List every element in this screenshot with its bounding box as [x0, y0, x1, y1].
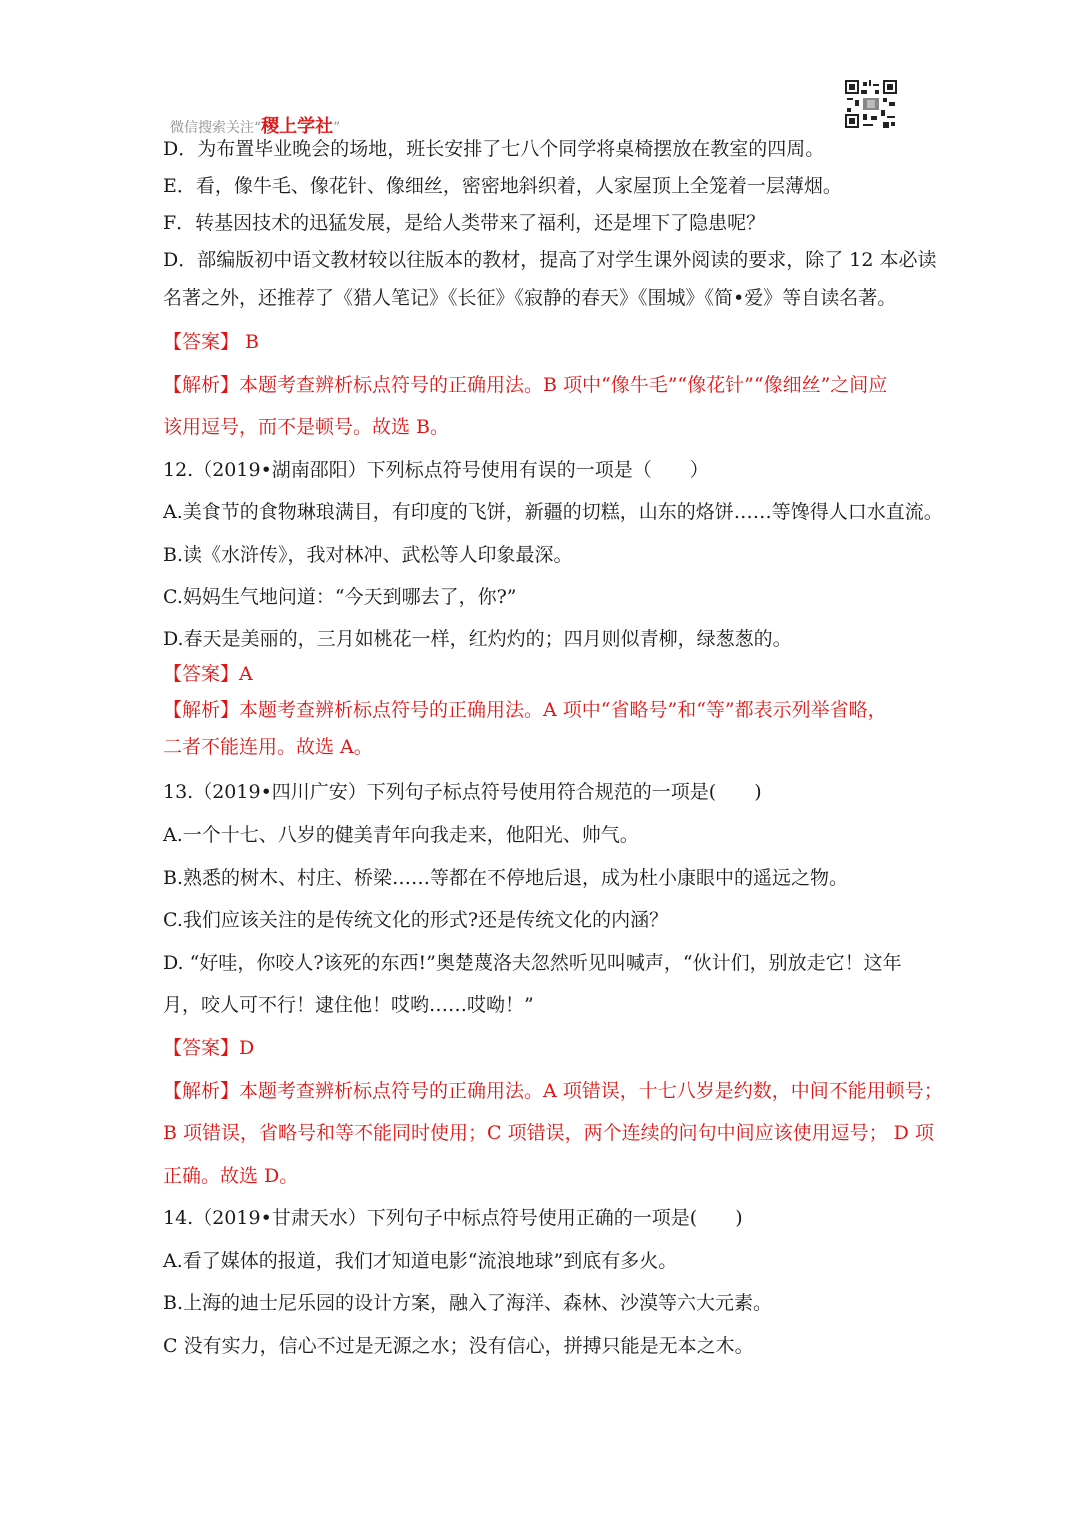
option-line: A.一个十七、八岁的健美青年向我走来，他阳光、帅气。 — [163, 824, 639, 846]
text-line: 名著之外，还推荐了《猎人笔记》《长征》《寂静的春天》《围城》《简•爱》等自读名著。 — [163, 287, 897, 309]
analysis-line: B 项错误，省略号和等不能同时使用；C 项错误，两个连续的问句中间应该使用逗号； D 项 — [163, 1122, 934, 1144]
question-line: 12.（2019•湖南邵阳）下列标点符号使用有误的一项是（ ） — [163, 459, 709, 481]
analysis-line: 正确。故选 D。 — [163, 1165, 299, 1187]
option-line: C 没有实力，信心不过是无源之水；没有信心，拼搏只能是无本之木。 — [163, 1335, 754, 1357]
watermark-brand: 稷上学社 — [261, 116, 334, 137]
answer-line: 【答案】A — [163, 663, 253, 685]
watermark-prefix: 微信搜索关注“ — [170, 120, 262, 136]
text-line: E．看，像牛毛、像花针、像细丝，密密地斜织着，人家屋顶上全笼着一层薄烟。 — [163, 175, 842, 197]
option-line: B.读《水浒传》，我对林冲、武松等人印象最深。 — [163, 544, 573, 566]
text-line: D．部编版初中语文教材较以往版本的教材，提高了对学生课外阅读的要求，除了 12 本必读 — [163, 249, 937, 271]
question-line: 14.（2019•甘肃天水）下列句子中标点符号使用正确的一项是( ) — [163, 1207, 743, 1229]
watermark-suffix: ” — [333, 120, 341, 136]
option-line: B.熟悉的树木、村庄、桥梁……等都在不停地后退，成为杜小康眼中的遥远之物。 — [163, 867, 849, 889]
answer-line: 【答案】D — [163, 1037, 255, 1059]
answer-line: 【答案】 B — [163, 331, 260, 353]
analysis-line: 该用逗号，而不是顿号。故选 B。 — [163, 416, 450, 438]
option-line: A.看了媒体的报道，我们才知道电影“流浪地球”到底有多火。 — [163, 1250, 678, 1272]
qr-code-icon — [845, 80, 897, 128]
analysis-line: 二者不能连用。故选 A。 — [163, 736, 373, 758]
option-line: C.我们应该关注的是传统文化的形式?还是传统文化的内涵？ — [163, 909, 669, 931]
analysis-line: 【解析】本题考查辨析标点符号的正确用法。B 项中“像牛毛”“像花针”“像细丝”之间应 — [163, 374, 888, 396]
text-line: D．为布置毕业晚会的场地，班长安排了七八个同学将桌椅摆放在教室的四周。 — [163, 138, 825, 160]
option-line: C.妈妈生气地问道：“今天到哪去了，你?” — [163, 586, 517, 608]
analysis-line: 【解析】本题考查辨析标点符号的正确用法。A 项错误，十七八岁是约数，中间不能用顿号； — [163, 1080, 943, 1102]
option-line: 月，咬人可不行！逮住他！哎哟……哎呦！” — [163, 994, 534, 1016]
option-line: B.上海的迪士尼乐园的设计方案，融入了海洋、森林、沙漠等六大元素。 — [163, 1292, 773, 1314]
analysis-line: 【解析】本题考查辨析标点符号的正确用法。A 项中“省略号”和“等”都表示列举省略， — [163, 699, 887, 721]
watermark — [170, 112, 340, 138]
question-line: 13.（2019•四川广安）下列句子标点符号使用符合规范的一项是( ) — [163, 781, 762, 803]
option-line: A.美食节的食物琳琅满目，有印度的飞饼，新疆的切糕，山东的烙饼……等馋得人口水直流。 — [163, 501, 943, 523]
option-line: D. “好哇，你咬人?该死的东西!”奥楚蔑洛夫忽然听见叫喊声，“伙计们，别放走它！这年 — [163, 952, 902, 974]
text-line: F．转基因技术的迅猛发展，是给人类带来了福利，还是埋下了隐患呢？ — [163, 212, 766, 234]
option-line: D.春天是美丽的，三月如桃花一样，红灼灼的；四月则似青柳，绿葱葱的。 — [163, 628, 792, 650]
